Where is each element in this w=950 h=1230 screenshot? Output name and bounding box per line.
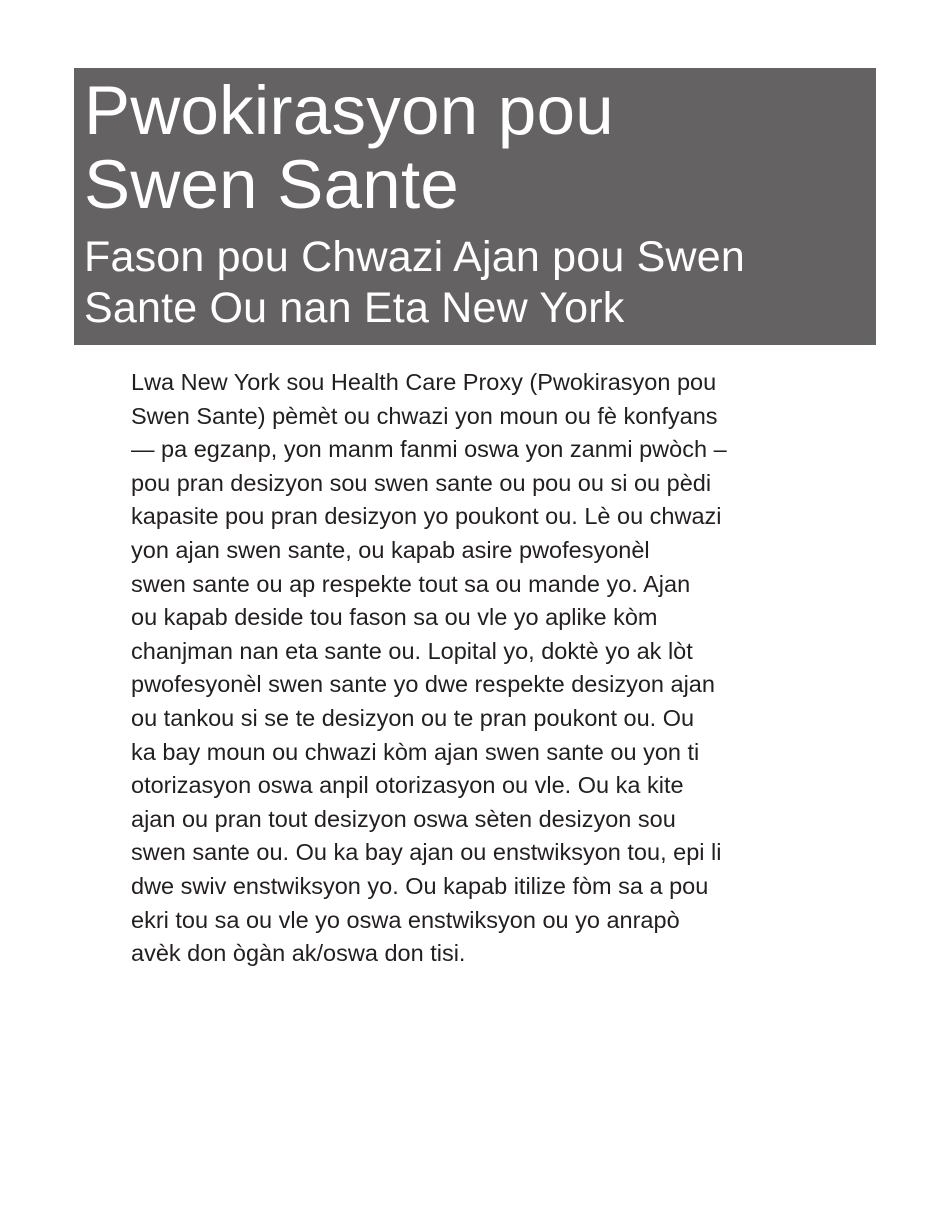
paragraph-line: ka bay moun ou chwazi kòm ajan swen sante ou yon ti — [131, 738, 700, 765]
paragraph-line: swen sante ou. Ou ka bay ajan ou enstwiksyon tou, epi li — [131, 839, 722, 866]
header-banner — [74, 68, 876, 345]
paragraph-line: Lwa New York sou Health Care Proxy (Pwokirasyon pou — [131, 369, 717, 395]
document-title-line: Pwokirasyon pou — [84, 72, 614, 149]
paragraph-line: avèk don ògàn ak/oswa don tisi. — [131, 940, 466, 967]
paragraph-line: ajan ou pran tout desizyon oswa sèten desizyon sou — [131, 805, 676, 832]
paragraph-line: chanjman nan eta sante ou. Lopital yo, doktè yo ak lòt — [131, 637, 693, 664]
paragraph-line: ekri tou sa ou vle yo oswa enstwiksyon ou yo anrapò — [131, 906, 680, 933]
document-subtitle-line: Fason pou Chwazi Ajan pou Swen — [84, 233, 745, 281]
paragraph-line: — pa egzanp, yon manm fanmi oswa yon zanmi pwòch – — [131, 436, 727, 463]
paragraph-line: kapasite pou pran desizyon yo poukont ou. Lè ou chwazi — [131, 503, 722, 530]
document-title-line: Swen Sante — [84, 146, 460, 223]
document-subtitle-line: Sante Ou nan Eta New York — [84, 284, 625, 332]
paragraph-line: pou pran desizyon sou swen sante ou pou ou si ou pèdi — [131, 469, 712, 496]
document-title — [84, 74, 866, 222]
paragraph-line: Swen Sante) pèmèt ou chwazi yon moun ou fè konfyans — [131, 402, 718, 429]
document-subtitle — [84, 232, 866, 334]
paragraph-line: pwofesyonèl swen sante yo dwe respekte desizyon ajan — [131, 671, 715, 698]
body-paragraph — [131, 366, 831, 971]
paragraph-line: ou tankou si se te desizyon ou te pran poukont ou. Ou — [131, 704, 695, 731]
paragraph-line: dwe swiv enstwiksyon yo. Ou kapab itilize fòm sa a pou — [131, 872, 709, 899]
paragraph-line: ou kapab deside tou fason sa ou vle yo aplike kòm — [131, 604, 658, 631]
paragraph-line: swen sante ou ap respekte tout sa ou mande yo. Ajan — [131, 570, 691, 597]
paragraph-line: yon ajan swen sante, ou kapab asire pwofesyonèl — [131, 536, 650, 563]
paragraph-line: otorizasyon oswa anpil otorizasyon ou vle. Ou ka kite — [131, 772, 684, 799]
